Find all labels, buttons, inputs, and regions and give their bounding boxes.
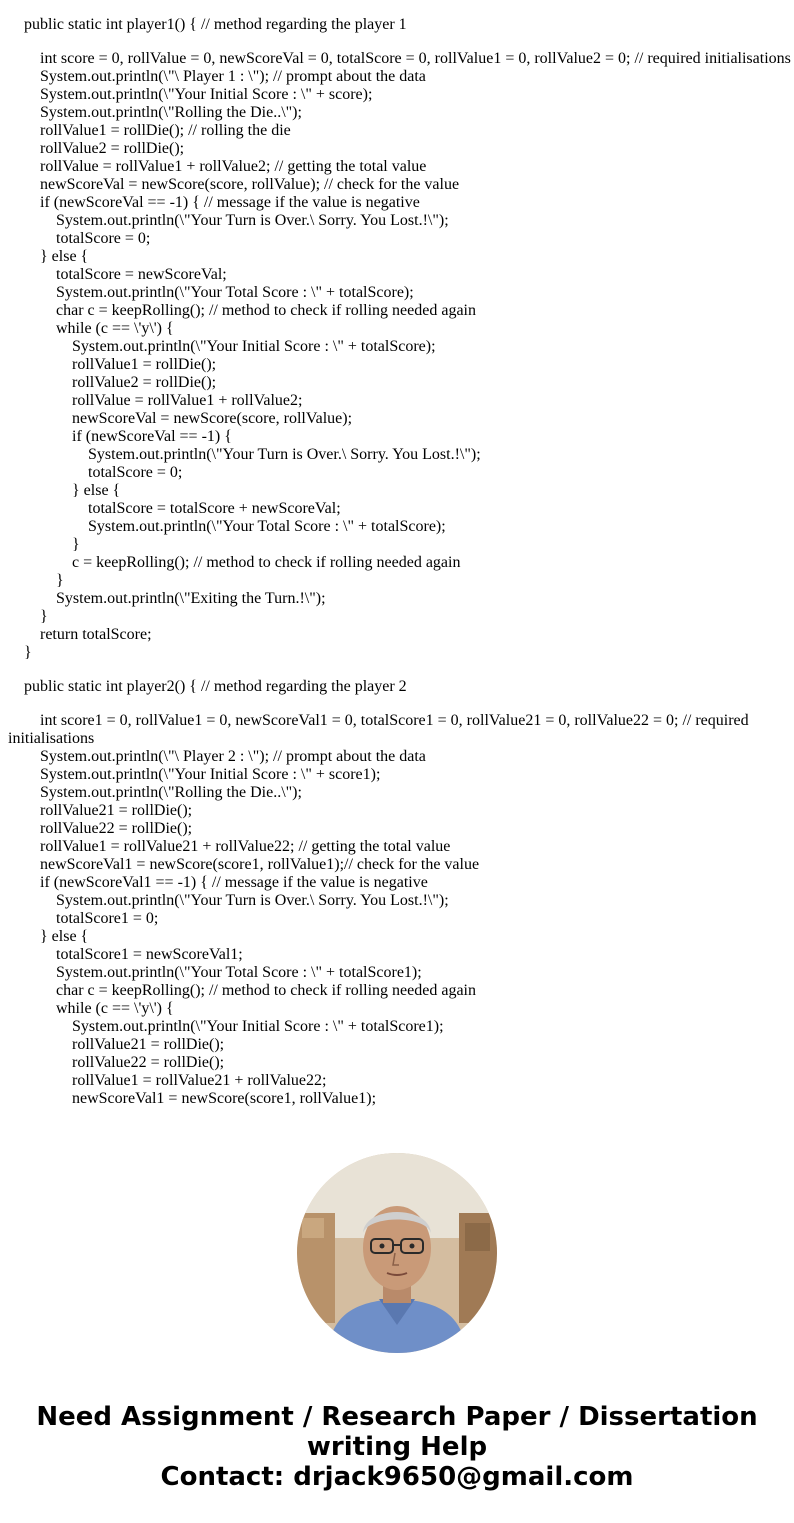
code-line: newScoreVal = newScore(score, rollValue); xyxy=(8,410,353,427)
ad-banner xyxy=(0,1402,794,1492)
code-line: rollValue21 = rollDie(); xyxy=(8,1036,225,1053)
code-line: } xyxy=(8,536,80,553)
code-line: if (newScoreVal == -1) { xyxy=(8,428,232,445)
code-line: rollValue1 = rollDie(); // rolling the die xyxy=(8,122,291,139)
code-line: System.out.println(\"Your Total Score : \" + totalScore1); xyxy=(8,964,422,981)
code-line: int score1 = 0, rollValue1 = 0, newScoreVal1 = 0, totalScore1 = 0, rollValue21 = 0, rollValue22 = 0; // required initialisations xyxy=(8,712,753,747)
code-line: c = keepRolling(); // method to check if rolling needed again xyxy=(8,554,461,571)
code-line: return totalScore; xyxy=(8,626,152,643)
code-line: rollValue2 = rollDie(); xyxy=(8,374,217,391)
code-line: newScoreVal = newScore(score, rollValue); // check for the value xyxy=(8,176,460,193)
code-line: } else { xyxy=(8,928,89,945)
code-line: System.out.println(\"Your Total Score : \" + totalScore); xyxy=(8,284,414,301)
code-line: int score = 0, rollValue = 0, newScoreVal = 0, totalScore = 0, rollValue1 = 0, rollValue2 = 0; // required initialisations xyxy=(8,50,791,67)
code-line: System.out.println(\"Rolling the Die..\"); xyxy=(8,104,302,121)
ad-line-1: Need Assignment / Research Paper / Dissertation xyxy=(36,1402,758,1432)
code-line: System.out.println(\"Your Initial Score : \" + score); xyxy=(8,86,373,103)
code-line: } xyxy=(8,644,32,661)
code-line xyxy=(0,0,794,16)
code-line: System.out.println(\"Exiting the Turn.!\"); xyxy=(8,590,326,607)
code-line: System.out.println(\"Your Total Score : \" + totalScore); xyxy=(8,518,446,535)
code-line: public static int player1() { // method regarding the player 1 xyxy=(8,16,407,33)
code-line: } xyxy=(8,608,48,625)
code-line: rollValue = rollValue1 + rollValue2; // getting the total value xyxy=(8,158,427,175)
code-line: System.out.println(\"Your Initial Score : \" + totalScore1); xyxy=(8,1018,444,1035)
ad-line-2: writing Help xyxy=(306,1432,488,1462)
code-line: totalScore = 0; xyxy=(8,464,183,481)
code-line: totalScore1 = newScoreVal1; xyxy=(8,946,243,963)
code-line: if (newScoreVal == -1) { // message if the value is negative xyxy=(8,194,420,211)
code-line: public static int player2() { // method regarding the player 2 xyxy=(8,678,407,695)
code-line: char c = keepRolling(); // method to check if rolling needed again xyxy=(8,302,476,319)
code-line: System.out.println(\"Your Turn is Over.\ Sorry. You Lost.!\"); xyxy=(8,212,449,229)
code-line: System.out.println(\"Your Turn is Over.\ Sorry. You Lost.!\"); xyxy=(8,446,481,463)
code-line: while (c == \'y\') { xyxy=(8,1000,174,1017)
code-line: rollValue1 = rollDie(); xyxy=(8,356,217,373)
code-line: char c = keepRolling(); // method to check if rolling needed again xyxy=(8,982,476,999)
code-line: newScoreVal1 = newScore(score1, rollValue1);// check for the value xyxy=(8,856,480,873)
code-line: rollValue2 = rollDie(); xyxy=(8,140,185,157)
code-line: totalScore1 = 0; xyxy=(8,910,159,927)
ad-contact: Contact: drjack9650@gmail.com xyxy=(160,1462,634,1492)
code-line: rollValue1 = rollValue21 + rollValue22; xyxy=(8,1072,327,1089)
code-line: } xyxy=(8,572,64,589)
code-line: totalScore = totalScore + newScoreVal; xyxy=(8,500,341,517)
code-line: } else { xyxy=(8,248,89,265)
code-line: System.out.println(\"\ Player 2 : \"); // prompt about the data xyxy=(8,748,426,765)
code-line: totalScore = 0; xyxy=(8,230,151,247)
code-line: System.out.println(\"\ Player 1 : \"); // prompt about the data xyxy=(8,68,426,85)
code-line: newScoreVal1 = newScore(score1, rollValue1); xyxy=(8,1090,377,1107)
code-line: if (newScoreVal1 == -1) { // message if the value is negative xyxy=(8,874,428,891)
code-line: System.out.println(\"Your Initial Score : \" + totalScore); xyxy=(8,338,436,355)
code-line: System.out.println(\"Your Turn is Over.\ Sorry. You Lost.!\"); xyxy=(8,892,449,909)
code-line: } else { xyxy=(8,482,121,499)
avatar xyxy=(297,1153,497,1353)
code-line: totalScore = newScoreVal; xyxy=(8,266,227,283)
code-line: rollValue22 = rollDie(); xyxy=(8,820,193,837)
code-line: while (c == \'y\') { xyxy=(8,320,174,337)
code-line: rollValue1 = rollValue21 + rollValue22; // getting the total value xyxy=(8,838,451,855)
code-line: rollValue22 = rollDie(); xyxy=(8,1054,225,1071)
code-line xyxy=(0,696,794,712)
code-line: System.out.println(\"Rolling the Die..\"); xyxy=(8,784,302,801)
code-line xyxy=(0,34,794,50)
code-line xyxy=(0,662,794,678)
code-line: System.out.println(\"Your Initial Score : \" + score1); xyxy=(8,766,381,783)
code-line: rollValue21 = rollDie(); xyxy=(8,802,193,819)
code-line: rollValue = rollValue1 + rollValue2; xyxy=(8,392,303,409)
